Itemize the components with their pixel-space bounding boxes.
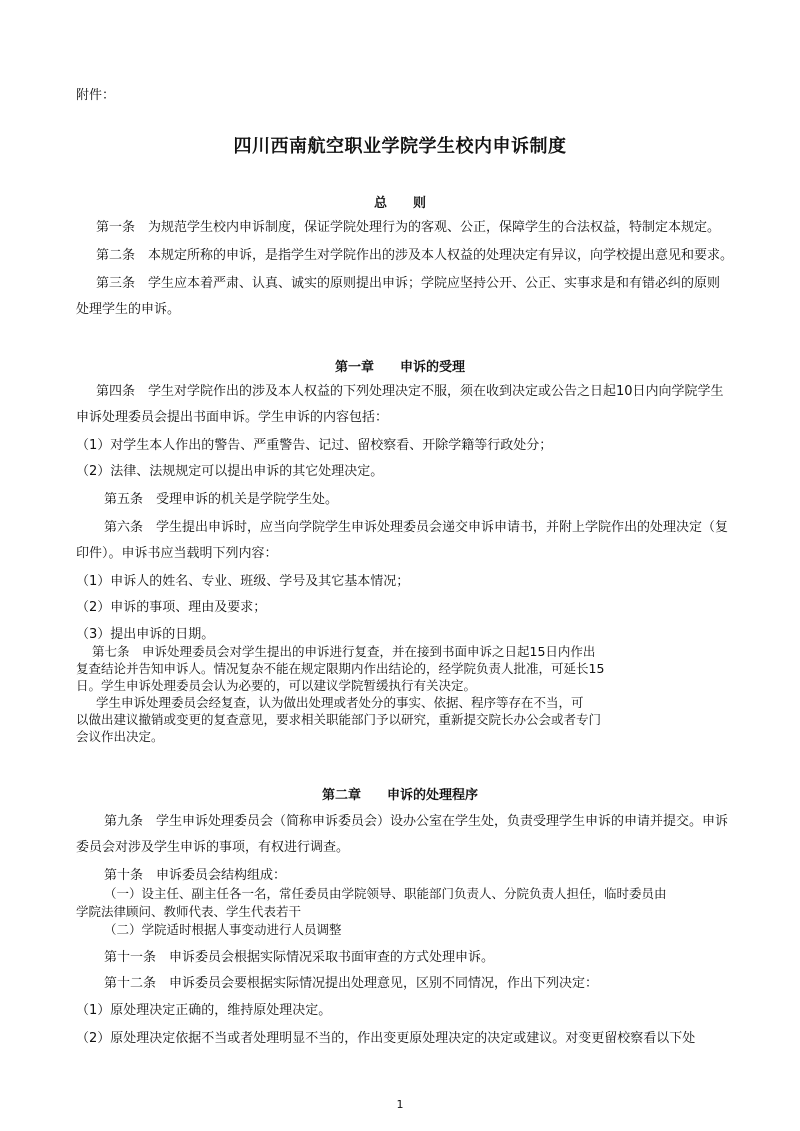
article-4-item-1: （1）对学生本人作出的警告、严重警告、记过、留校察看、开除学籍等行政处分； [76,438,553,453]
article-8-line-1: 学生申诉处理委员会经复查，认为做出处理或者处分的事实、依据、程序等存在不当，可 [96,695,584,710]
article-4-item-2: （2）法律、法规规定可以提出申诉的其它处理决定。 [76,464,384,479]
article-8-line-2: 以做出建议撤销或变更的复查意见，要求相关职能部门予以研究，重新提交院长办公会或者专门 [76,712,602,727]
article-7-line-3: 日。学生申诉处理委员会认为必要的，可以建议学院暂缓执行有关决定。 [76,678,477,693]
article-4-line-2: 申诉处理委员会提出书面申诉。学生申诉的内容包括： [76,410,389,425]
article-1: 第一条 为规范学生校内申诉制度，保证学院处理行为的客观、公正，保障学生的合法权益，特制定本规定。 [96,220,721,235]
heading-chapter-2: 第二章 申诉的处理程序 [321,788,478,803]
article-6-item-2: （2）申诉的事项、理由及要求； [76,600,267,615]
article-9-line-2: 委员会对涉及学生申诉的事项，有权进行调查。 [76,840,350,855]
article-12-item-1: （1）原处理决定正确的，维持原处理决定。 [76,1003,332,1018]
document-title: 四川西南航空职业学院学生校内申诉制度 [233,136,567,157]
article-11: 第十一条 申诉委员会根据实际情况采取书面审查的方式处理申诉。 [104,950,495,965]
article-5: 第五条 受理申诉的机关是学院学生处。 [104,492,339,507]
article-10-item-2: （二）学院适时根据人事变动进行人员调整 [104,922,342,937]
attachment-label: 附件： [76,88,116,103]
article-12: 第十二条 申诉委员会要根据实际情况提出处理意见，区别不同情况，作出下列决定： [104,976,599,991]
article-10-item-1-line-2: 学院法律顾问、教师代表、学生代表若干 [76,904,302,919]
article-6-line-1: 第六条 学生提出申诉时，应当向学院学生申诉处理委员会递交申诉申请书，并附上学院作出的处理决定（复 [104,520,729,535]
article-7-line-1: 第七条 申诉处理委员会对学生提出的申诉进行复查，并在接到书面申诉之日起15日内作出 [92,644,596,659]
article-6-item-1: （1）申诉人的姓名、专业、班级、学号及其它基本情况； [76,574,410,589]
heading-general: 总 则 [373,196,426,211]
article-3-line-2: 处理学生的申诉。 [76,302,181,317]
article-4-line-1: 第四条 学生对学院作出的涉及本人权益的下列处理决定不服，须在收到决定或公告之日起10日内向学院学生 [96,384,724,399]
article-9-line-1: 第九条 学生申诉处理委员会（简称申诉委员会）设办公室在学生处，负责受理学生申诉的申请并提交。申诉 [104,814,729,829]
article-2: 第二条 本规定所称的申诉，是指学生对学院作出的涉及本人权益的处理决定有异议，向学校提出意见和要求。 [96,248,734,263]
article-6-line-2: 印件）。申诉书应当载明下列内容： [76,546,278,561]
article-3-line-1: 第三条 学生应本着严肃、认真、诚实的原则提出申诉；学院应坚持公开、公正、实事求是和有错必纠的原则 [96,276,721,291]
article-10: 第十条 申诉委员会结构组成： [104,868,287,883]
article-8-line-3: 会议作出决定。 [76,729,164,744]
article-7-line-2: 复查结论并告知申诉人。情况复杂不能在规定限期内作出结论的，经学院负责人批准，可延长15 [76,661,605,676]
article-12-item-2: （2）原处理决定依据不当或者处理明显不当的，作出变更原处理决定的决定或建议。对变更留校察看以下处 [76,1031,696,1046]
article-10-item-1-line-1: （一）设主任、副主任各一名，常任委员由学院领导、职能部门负责人、分院负责人担任，临时委员由 [104,886,667,901]
heading-chapter-1: 第一章 申诉的受理 [334,360,465,375]
page-number: 1 [396,1098,404,1111]
article-6-item-3: （3）提出申诉的日期。 [76,627,215,642]
